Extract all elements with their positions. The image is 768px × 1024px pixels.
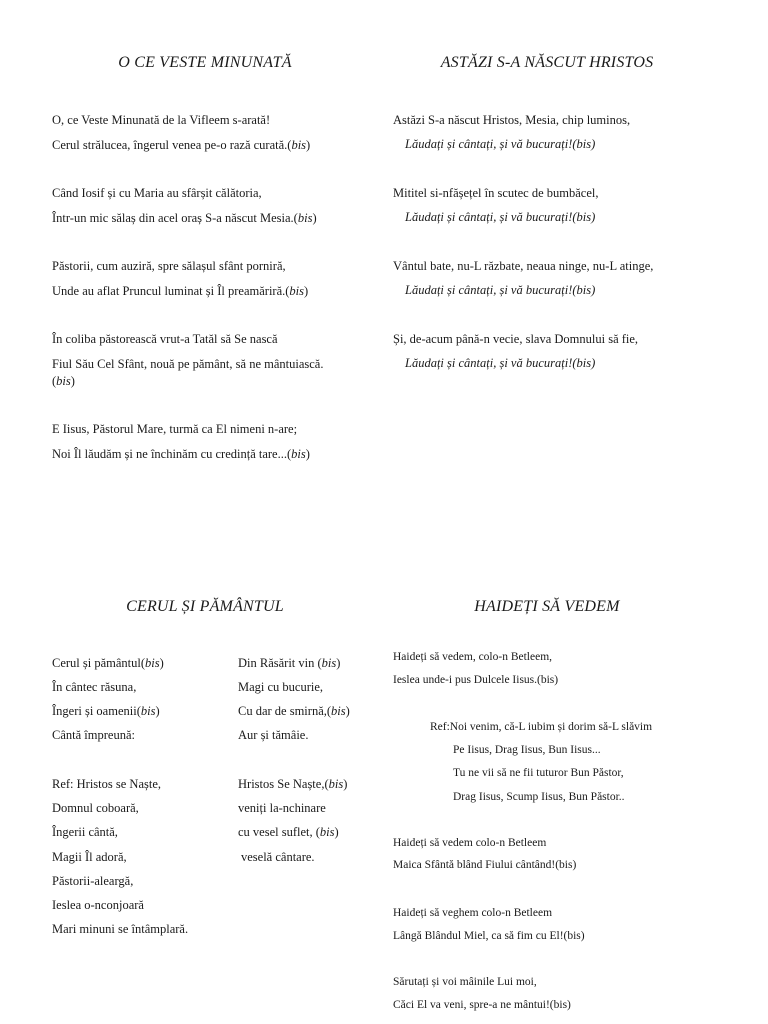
- refrain-line: Lăudați și cântați, și vă bucurați!(bis): [405, 137, 596, 151]
- verse-line: Sărutați și voi mâinile Lui moi,: [393, 976, 537, 988]
- verse-line: Păstorii-aleargă,: [52, 874, 134, 888]
- verse-line: Din Răsărit vin (bis): [238, 656, 341, 670]
- verse-line: Noi Îl lăudăm și ne închinăm cu credință tare...(bis): [52, 447, 310, 461]
- verse-line: Astăzi S-a născut Hristos, Mesia, chip luminos,: [393, 113, 631, 127]
- verse-line: Cu dar de smirnă,(bis): [238, 704, 350, 718]
- refrain-line: Lăudați și cântați, și vă bucurați!(bis): [405, 283, 596, 297]
- refrain-line: Pe Iisus, Drag Iisus, Bun Iisus...: [453, 744, 601, 756]
- verse-line: Unde au aflat Pruncul luminat și Îl preamăriră.(bis): [52, 284, 309, 298]
- verse-line: În cântec răsuna,: [52, 680, 137, 694]
- verse-line: Cerul și pământul(bis): [52, 656, 164, 670]
- verse-line: Haideți să veghem colo-n Betleem: [393, 907, 553, 919]
- verse-line: Lângă Blândul Miel, ca să fim cu El!(bis): [393, 930, 585, 942]
- verse-line: Hristos Se Naște,(bis): [238, 777, 348, 791]
- verse-line: (bis): [52, 374, 75, 388]
- verse-line: Haideți să vedem, colo-n Betleem,: [393, 651, 553, 663]
- refrain-line: Tu ne vii să ne fii tuturor Bun Păstor,: [453, 767, 624, 779]
- verse-line: Fiul Său Cel Sfânt, nouă pe pământ, să ne mântuiască.: [52, 357, 324, 371]
- verse-line: Aur și tămâie.: [238, 728, 309, 742]
- refrain-line: Ref: Hristos se Naște,: [52, 777, 162, 791]
- verse-line: E Iisus, Păstorul Mare, turmă ca El nimeni n-are;: [52, 422, 298, 436]
- verse-line: Cântă împreună:: [52, 728, 135, 742]
- song-title-astazi: ASTĂZI S-A NĂSCUT HRISTOS: [440, 54, 654, 71]
- verse-line: Ieslea o-nconjoară: [52, 898, 144, 912]
- refrain-line: Drag Iisus, Scump Iisus, Bun Păstor..: [453, 791, 625, 803]
- verse-line: Magii Îl adoră,: [52, 850, 127, 864]
- verse-line: Vântul bate, nu-L răzbate, neaua ninge, nu-L atinge,: [393, 259, 654, 273]
- verse-line: Ieslea unde-i pus Dulcele Iisus.(bis): [393, 674, 559, 686]
- verse-line: Într-un mic sălaș din acel oraș S-a născut Mesia.(bis): [52, 211, 317, 225]
- verse-line: Când Iosif și cu Maria au sfârșit călătoria,: [52, 186, 262, 200]
- verse-line: Îngerii cântă,: [52, 825, 118, 839]
- verse-line: veselă cântare.: [241, 850, 315, 864]
- verse-line: Maica Sfântă blând Fiului cântând!(bis): [393, 859, 577, 871]
- song-title-haideti: HAIDEȚI SĂ VEDEM: [474, 598, 620, 615]
- verse-line: Păstorii, cum auziră, spre sălașul sfânt porniră,: [52, 259, 286, 273]
- song-title-cerul: CERUL ȘI PĂMÂNTUL: [126, 598, 284, 615]
- verse-line: Mititel si-nfășețel în scutec de bumbăcel,: [393, 186, 599, 200]
- verse-line: Domnul coboară,: [52, 801, 139, 815]
- verse-line: Magi cu bucurie,: [238, 680, 324, 694]
- verse-line: Și, de-acum până-n vecie, slava Domnului să fie,: [393, 332, 639, 346]
- verse-line: Haideți să vedem colo-n Betleem: [393, 837, 547, 849]
- verse-line: cu vesel suflet, (bis): [238, 825, 339, 839]
- verse-line: Mari minuni se întâmplară.: [52, 922, 189, 936]
- refrain-line: Lăudați și cântați, și vă bucurați!(bis): [405, 356, 596, 370]
- refrain-line: Lăudați și cântați, și vă bucurați!(bis): [405, 210, 596, 224]
- verse-line: În coliba păstorească vrut-a Tatăl să Se nască: [52, 332, 278, 346]
- refrain-line: Ref:Noi venim, că-L iubim și dorim să-L slăvim: [430, 721, 653, 733]
- verse-line: Căci El va veni, spre-a ne mântui!(bis): [393, 999, 571, 1011]
- verse-line: Îngeri și oamenii(bis): [52, 704, 160, 718]
- verse-line: veniți la-nchinare: [238, 801, 326, 815]
- verse-line: Cerul strălucea, îngerul venea pe-o rază curată.(bis): [52, 138, 311, 152]
- verse-line: O, ce Veste Minunată de la Vifleem s-arată!: [52, 113, 271, 127]
- song-title-o-ce-veste: O CE VESTE MINUNATĂ: [118, 54, 292, 71]
